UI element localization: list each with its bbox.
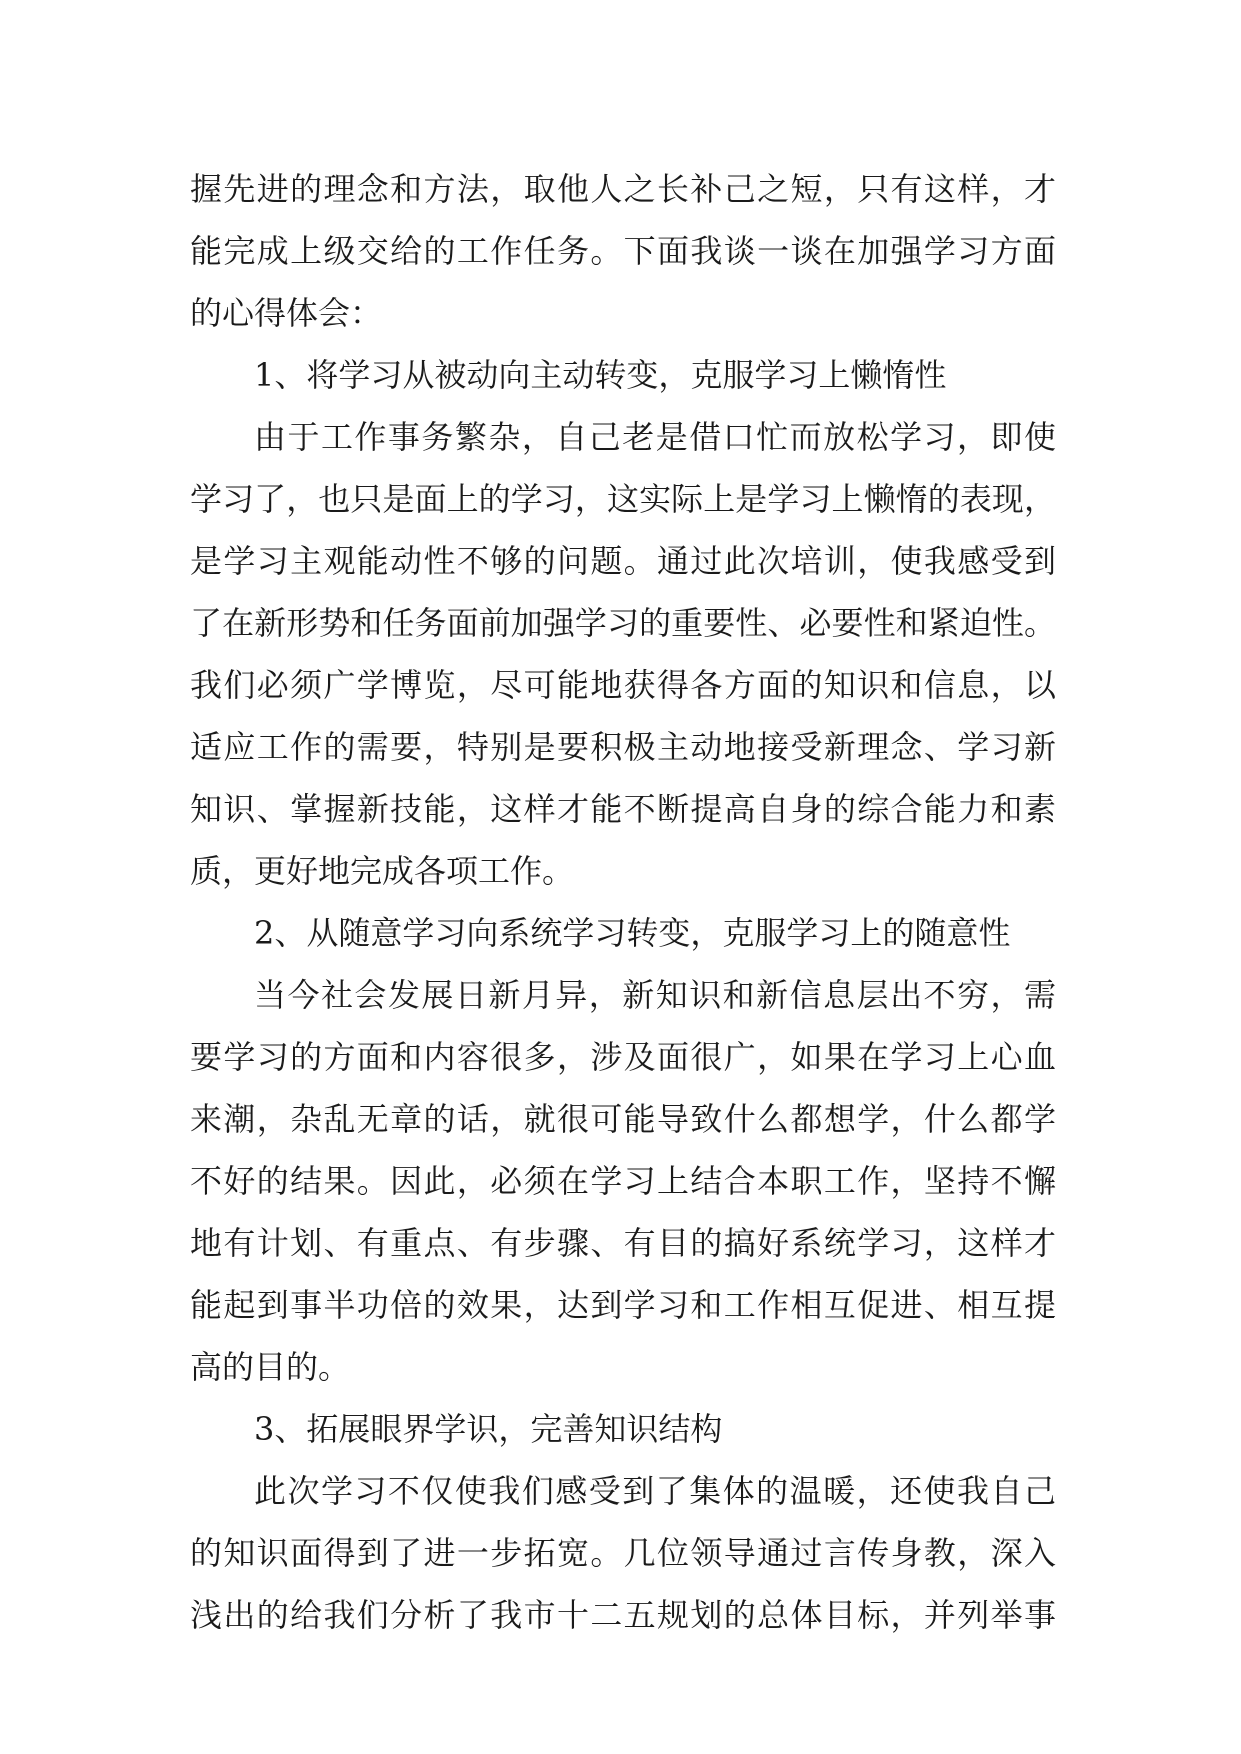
text-line: 的心得体会： [190, 294, 383, 332]
text-line: 能完成上级交给的工作任务。下面我谈一谈在加强学习方面 [190, 232, 1056, 270]
text-line: 能起到事半功倍的效果，达到学习和工作相互促进、相互提 [190, 1286, 1056, 1324]
text-line: 的知识面得到了进一步拓宽。几位领导通过言传身教，深入 [190, 1534, 1056, 1572]
text-line: 学习了，也只是面上的学习，这实际上是学习上懒惰的表现， [190, 480, 1056, 518]
text-line: 是学习主观能动性不够的问题。通过此次培训，使我感受到 [190, 542, 1056, 580]
text-line: 了在新形势和任务面前加强学习的重要性、必要性和紧迫性。 [190, 604, 1056, 642]
section-heading-2: 2、从随意学习向系统学习转变，克服学习上的随意性 [254, 914, 1011, 952]
text-line: 我们必须广学博览，尽可能地获得各方面的知识和信息，以 [190, 666, 1056, 704]
section-heading-1: 1、将学习从被动向主动转变，克服学习上懒惰性 [254, 356, 947, 394]
text-line: 质，更好地完成各项工作。 [190, 852, 575, 890]
text-line: 由于工作事务繁杂，自己老是借口忙而放松学习，即使 [254, 418, 1056, 456]
text-line: 不好的结果。因此，必须在学习上结合本职工作，坚持不懈 [190, 1162, 1056, 1200]
text-line: 握先进的理念和方法，取他人之长补己之短，只有这样，才 [190, 170, 1056, 208]
text-line: 来潮，杂乱无章的话，就很可能导致什么都想学，什么都学 [190, 1100, 1056, 1138]
body-text [190, 158, 1056, 1646]
text-line: 当今社会发展日新月异，新知识和新信息层出不穷，需 [254, 976, 1056, 1014]
section-heading-3: 3、拓展眼界学识，完善知识结构 [254, 1410, 723, 1448]
text-line: 此次学习不仅使我们感受到了集体的温暖，还使我自己 [254, 1472, 1056, 1510]
text-line: 高的目的。 [190, 1348, 351, 1386]
text-line: 要学习的方面和内容很多，涉及面很广，如果在学习上心血 [190, 1038, 1056, 1076]
text-line: 知识、掌握新技能，这样才能不断提高自身的综合能力和素 [190, 790, 1056, 828]
text-line: 地有计划、有重点、有步骤、有目的搞好系统学习，这样才 [190, 1224, 1056, 1262]
text-line: 适应工作的需要，特别是要积极主动地接受新理念、学习新 [190, 728, 1056, 766]
text-line: 浅出的给我们分析了我市十二五规划的总体目标，并列举事 [190, 1596, 1056, 1634]
